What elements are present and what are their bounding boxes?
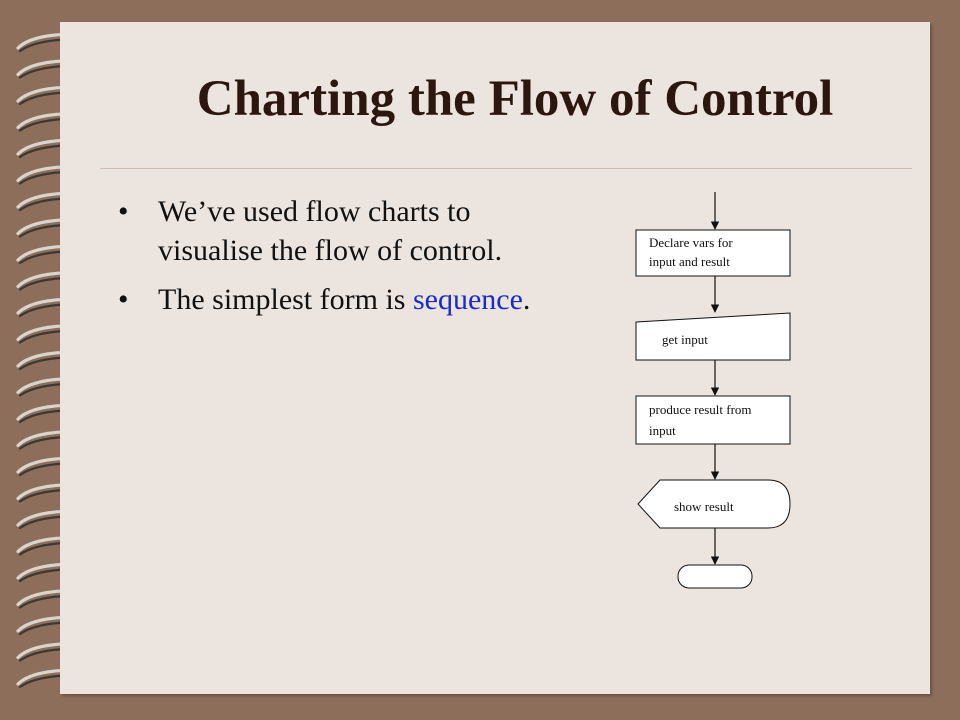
flow-step-get-input-label: get input [662, 332, 708, 347]
bullet-item-2 [118, 280, 538, 319]
flow-step-get-input [636, 313, 790, 360]
slide-title: Charting the Flow of Control [196, 71, 834, 127]
bullet-text-suffix: . [522, 283, 531, 316]
bullet-text-prefix: The simplest form is [158, 283, 413, 316]
flow-step-declare-vars-line1: Declare vars for [649, 235, 733, 250]
bullet-highlight-sequence: sequence [412, 283, 523, 316]
flow-step-show-result-label: show result [674, 499, 734, 514]
flow-step-produce-result-line1: produce result from [649, 402, 752, 417]
flow-step-declare-vars-line2: input and result [649, 254, 730, 269]
bullet-marker: • [118, 195, 129, 228]
flow-step-terminator [678, 565, 752, 588]
bullet-item-1 [118, 192, 538, 270]
bullet-list [118, 192, 538, 329]
bullet-marker: • [118, 283, 129, 316]
flow-step-produce-result-line2: input [649, 423, 676, 438]
bullet-text: We’ve used flow charts to visualise the flow of control. [158, 195, 503, 267]
sequence-flowchart [600, 180, 860, 610]
title-divider [100, 168, 912, 169]
